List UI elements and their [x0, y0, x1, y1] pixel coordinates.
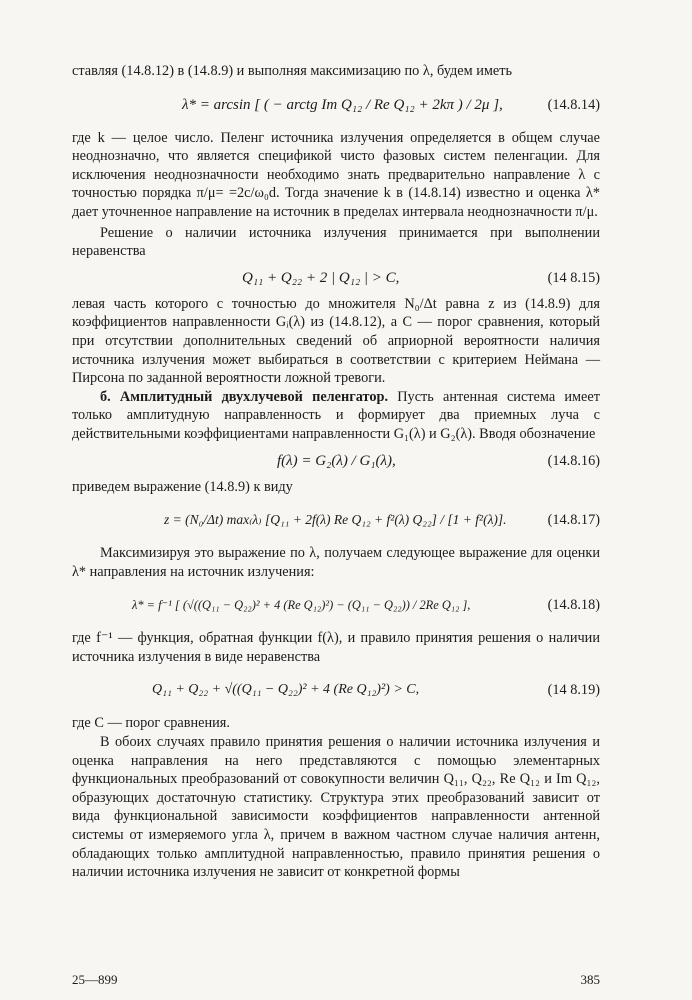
equation-number: (14 8.19) — [547, 682, 600, 699]
equation-14-8-15 — [72, 261, 600, 295]
page-body — [72, 62, 600, 882]
equation-number: (14.8.17) — [547, 512, 600, 529]
equation-14-8-16 — [72, 444, 600, 478]
paragraph: левая часть которого с точностью до множителя N₀/Δt равна z из (14.8.9) для коэффициентов направленности Gᵢ(λ) из (14.8.12), а C — порог сравнения, который при отсутствии дополнительных сведений об априорной вероятности наличия источника излучения может выбираться в соответствии с критерием Неймана — Пирсона по заданной вероятности ложной тревоги. — [72, 295, 600, 387]
paragraph: где k — целое число. Пеленг источника излучения определяется в общем случае неоднозначно, что является спецификой чисто фазовых систем пеленгации. Для исключения неоднозначности необходимо знать предварительно направление λ с точностью порядка π/μ= =2c/ω₀d. Тогда значение k в (14.8.14) известно и оценка λ* дает уточненное направление на источник в пределах интервала неоднозначности π/μ. — [72, 129, 600, 220]
paragraph: Максимизируя это выражение по λ, получаем следующее выражение для оценки λ* направления на источник излучения: — [72, 545, 600, 580]
equation-formula: z = (N₀/Δt) max₍λ₎ [Q₁₁ + 2f(λ) Re Q₁₂ + f²(λ) Q₂₂] / [1 + f²(λ)]. — [164, 512, 507, 528]
paragraph: где C — порог сравнения. — [72, 715, 230, 732]
equation-number: (14 8.15) — [547, 269, 600, 286]
equation-formula: λ* = f⁻¹ [ (√((Q₁₁ − Q₂₂)² + 4 (Re Q₁₂)²) − (Q₁₁ − Q₂₂)) / 2Re Q₁₂ ], — [132, 598, 471, 613]
printer-signature: 25—899 — [72, 972, 118, 987]
equation-number: (14.8.16) — [547, 452, 600, 469]
page-number: 385 — [580, 972, 600, 987]
paragraph: В обоих случаях правило принятия решения о наличии источника излучения и оценка направления на него представляются с помощью элементарных функциональных преобразований от совокупности величин Q₁₁, Q₂₂, Re Q₁₂ и Im Q₁₂, образующих достаточную статистику. Структура этих преобразований зависит от вида функциональной зависимости коэффициентов направленности антенной системы от измеряемого угла λ, причем в важном частном случае наличия антенн, обладающих только амплитудной направленностью, правило принятия решения о наличии источника излучения не зависит от конкретной формы — [72, 734, 600, 881]
equation-14-8-19 — [72, 666, 600, 714]
equation-number: (14.8.14) — [547, 96, 600, 113]
equation-formula: f(λ) = G₂(λ) / G₁(λ), — [277, 452, 396, 469]
paragraph: ставляя (14.8.12) в (14.8.9) и выполняя максимизацию по λ, будем иметь — [72, 63, 513, 79]
equation-14-8-17 — [72, 496, 600, 544]
section-title: б. Амплитудный двухлучевой пеленгатор. — [100, 388, 389, 405]
equation-14-8-14 — [72, 81, 600, 129]
paragraph-text: Пусть антенная система имеет только амплитудную направленность и формирует два приемных луча с действительными коэффициентами направленности G₁(λ) и G₂(λ). Вводя обозначение — [72, 388, 600, 442]
paragraph — [72, 388, 600, 444]
paragraph: где f⁻¹ — функция, обратная функции f(λ), и правило принятия решения о наличии источника излучения в виде неравенства — [72, 630, 600, 665]
paragraph: Решение о наличии источника излучения принимается при выполнении неравенства — [72, 224, 600, 260]
equation-formula: Q₁₁ + Q₂₂ + √((Q₁₁ − Q₂₂)² + 4 (Re Q₁₂)²) > C, — [152, 682, 420, 698]
equation-number: (14.8.18) — [547, 597, 600, 614]
equation-14-8-18 — [72, 581, 600, 629]
paragraph: приведем выражение (14.8.9) к виду — [72, 478, 293, 495]
equation-formula: Q₁₁ + Q₂₂ + 2 | Q₁₂ | > C, — [242, 269, 400, 286]
equation-formula: λ* = arcsin [ ( − arctg Im Q₁₂ / Re Q₁₂ + 2kπ ) / 2μ ], — [182, 96, 503, 113]
